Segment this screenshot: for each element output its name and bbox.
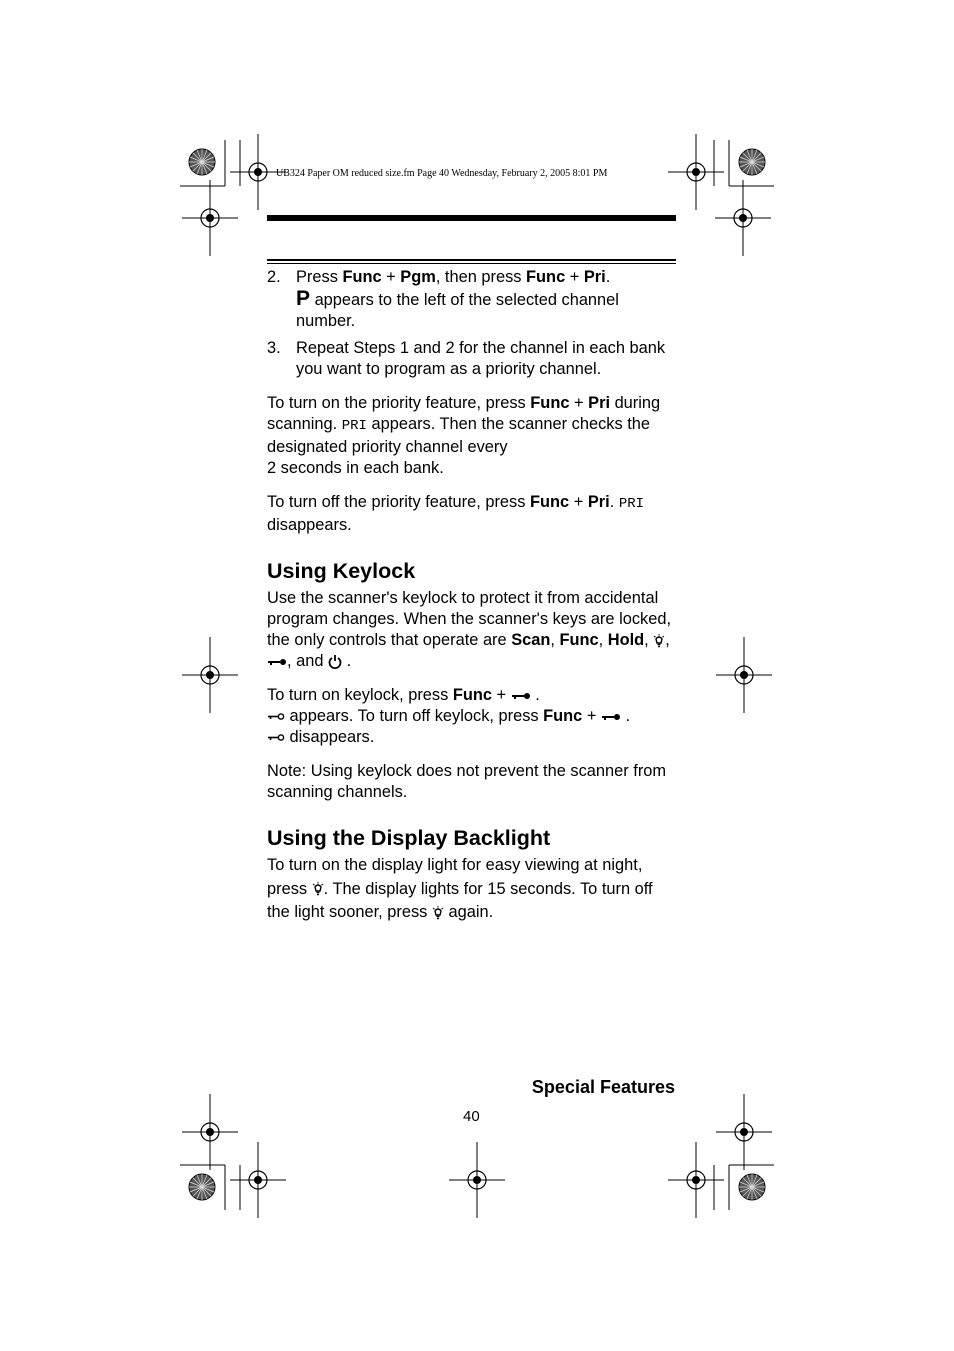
step-3 xyxy=(267,338,677,380)
step-text: Repeat Steps 1 and 2 for the channel in each bank you want to program as a priority channel. xyxy=(296,339,666,378)
priority-off-paragraph: To turn off the priority feature, press Func + Pri. PRI disappears. xyxy=(267,493,645,534)
keylock-intro: Use the scanner's keylock to protect it from accidental program changes. When the scanner's keys are locked, the only controls that operate are Scan, Func, Hold, , , and . xyxy=(267,589,671,670)
page-content xyxy=(267,267,677,925)
registration-mark-icon xyxy=(668,134,724,210)
light-icon xyxy=(653,634,665,648)
light-icon xyxy=(312,882,324,896)
registration-mark-icon xyxy=(182,637,238,713)
section-title: Special Features xyxy=(531,1077,675,1097)
key-icon xyxy=(601,712,621,722)
color-target-icon xyxy=(739,1174,765,1200)
priority-p-symbol: P xyxy=(296,287,311,310)
registration-mark-icon xyxy=(182,180,238,256)
registration-mark-icon xyxy=(715,180,771,256)
registration-mark-icon xyxy=(182,1094,238,1170)
color-target-icon xyxy=(189,1174,215,1200)
step-2 xyxy=(267,267,677,332)
power-icon xyxy=(328,654,342,669)
key-icon xyxy=(267,733,285,742)
registration-mark-icon xyxy=(716,1094,772,1170)
registration-mark-icon xyxy=(230,1142,286,1218)
keylock-instructions: To turn on keylock, press Func + . appears. To turn off keylock, press Func + . disappears. xyxy=(267,686,631,746)
color-target-icon xyxy=(189,149,215,175)
backlight-heading: Using the Display Backlight xyxy=(267,826,551,850)
keylock-note: Note: Using keylock does not prevent the scanner from scanning channels. xyxy=(267,762,667,801)
key-icon xyxy=(511,691,531,701)
keylock-heading: Using Keylock xyxy=(267,559,416,583)
page-number: 40 xyxy=(463,1108,480,1125)
top-rule-thin xyxy=(267,259,676,261)
priority-on-paragraph: To turn on the priority feature, press Func + Pri during scanning. PRI appears. Then the scanner checks the designated priority channel every 2 seconds in each bank. xyxy=(267,394,661,477)
top-rule-hairline xyxy=(267,263,676,264)
step-text: Press Func + Pgm, then press Func + Pri. P appears to the left of the selected channel number. xyxy=(296,268,619,330)
file-info-header: UB324 Paper OM reduced size.fm Page 40 Wednesday, February 2, 2005 8:01 PM xyxy=(276,168,608,179)
key-icon xyxy=(267,657,287,667)
step-number: 2. xyxy=(267,268,281,286)
top-rule-thick xyxy=(267,215,676,221)
step-number: 3. xyxy=(267,339,281,357)
registration-mark-icon xyxy=(668,1142,724,1218)
registration-mark-icon xyxy=(449,1142,505,1218)
registration-mark-icon xyxy=(716,637,772,713)
key-icon xyxy=(267,712,285,721)
light-icon xyxy=(432,906,444,920)
backlight-paragraph: To turn on the display light for easy viewing at night, press . The display lights for 15 seconds. To turn off the light sooner, press again. xyxy=(267,856,653,921)
color-target-icon xyxy=(739,149,765,175)
